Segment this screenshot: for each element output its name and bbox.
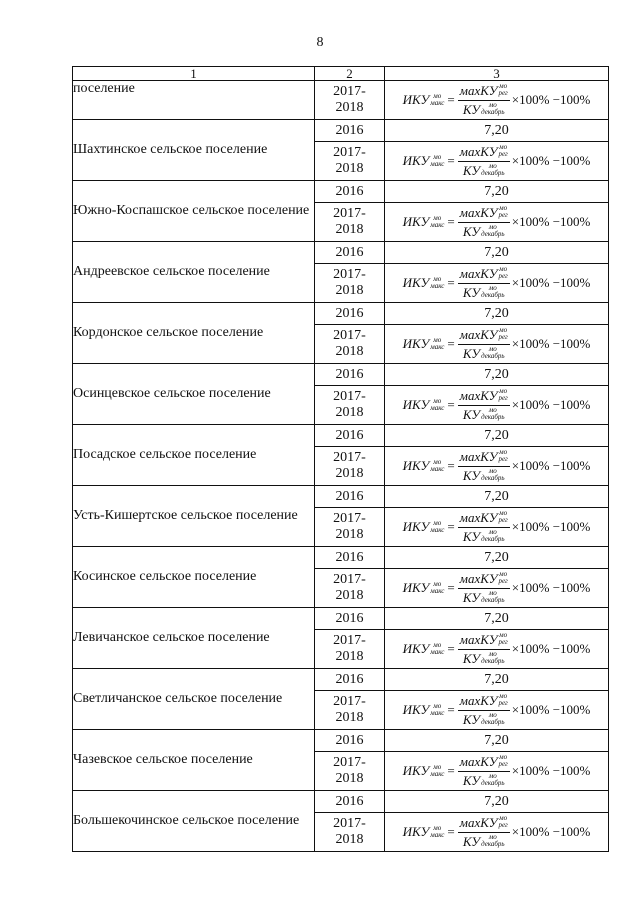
settlement-name: Косинское сельское поселение xyxy=(73,547,315,608)
table-header-row xyxy=(73,67,609,81)
value-cell: 7,20 xyxy=(385,120,609,142)
period-cell: 2017- 2018 xyxy=(315,630,385,669)
period-cell: 2017- 2018 xyxy=(315,569,385,608)
year-cell: 2016 xyxy=(315,791,385,813)
value-cell: 7,20 xyxy=(385,486,609,508)
value-cell: 7,20 xyxy=(385,608,609,630)
value-cell: 7,20 xyxy=(385,669,609,691)
formula-cell xyxy=(385,569,609,608)
formula-cell xyxy=(385,81,609,120)
formula-cell xyxy=(385,813,609,852)
settlement-name: Большекочинское сельское поселение xyxy=(73,791,315,852)
formula-cell xyxy=(385,752,609,791)
period-cell: 2017- 2018 xyxy=(315,813,385,852)
table-row xyxy=(73,364,609,386)
formula-cell xyxy=(385,447,609,486)
year-cell: 2016 xyxy=(315,669,385,691)
table-row xyxy=(73,120,609,142)
formula-cell xyxy=(385,325,609,364)
page-number: 8 xyxy=(316,35,324,50)
period-cell: 2017- 2018 xyxy=(315,508,385,547)
value-cell: 7,20 xyxy=(385,791,609,813)
year-cell: 2016 xyxy=(315,608,385,630)
settlement-name: Осинцевское сельское поселение xyxy=(73,364,315,425)
value-cell: 7,20 xyxy=(385,242,609,264)
formula-cell xyxy=(385,630,609,669)
table-row xyxy=(73,242,609,264)
table-row-continued xyxy=(73,81,609,120)
year-cell: 2016 xyxy=(315,425,385,447)
ikumax-formula: ИКУ мо макс = махКУ мо рег КУ мо декабрь ×100% −100% xyxy=(402,142,591,178)
year-cell: 2016 xyxy=(315,486,385,508)
formula-cell xyxy=(385,203,609,242)
period-cell: 2017- 2018 xyxy=(315,691,385,730)
formula-cell xyxy=(385,264,609,303)
table-row xyxy=(73,425,609,447)
value-cell: 7,20 xyxy=(385,547,609,569)
table-row xyxy=(73,486,609,508)
ikumax-formula: ИКУ мо макс = махКУ мо рег КУ мо декабрь ×100% −100% xyxy=(402,447,591,483)
ikumax-formula: ИКУ мо макс = махКУ мо рег КУ мо декабрь ×100% −100% xyxy=(402,752,591,788)
table-row xyxy=(73,730,609,752)
settlement-name: Левичанское сельское поселение xyxy=(73,608,315,669)
ikumax-formula: ИКУ мо макс = махКУ мо рег КУ мо декабрь ×100% −100% xyxy=(402,813,591,849)
ikumax-formula: ИКУ мо макс = махКУ мо рег КУ мо декабрь ×100% −100% xyxy=(402,325,591,361)
settlements-table xyxy=(72,66,609,852)
settlement-name: Кордонское сельское поселение xyxy=(73,303,315,364)
value-cell: 7,20 xyxy=(385,425,609,447)
year-cell: 2016 xyxy=(315,181,385,203)
ikumax-formula: ИКУ мо макс = махКУ мо рег КУ мо декабрь ×100% −100% xyxy=(402,203,591,239)
column-header-2: 2 xyxy=(315,67,385,81)
column-header-3: 3 xyxy=(385,67,609,81)
ikumax-formula: ИКУ мо макс = махКУ мо рег КУ мо декабрь ×100% −100% xyxy=(402,81,591,117)
settlement-name: поселение xyxy=(73,81,315,120)
table-row xyxy=(73,547,609,569)
period-cell: 2017- 2018 xyxy=(315,325,385,364)
settlement-name: Андреевское сельское поселение xyxy=(73,242,315,303)
table-row xyxy=(73,181,609,203)
settlement-name: Шахтинское сельское поселение xyxy=(73,120,315,181)
year-cell: 2016 xyxy=(315,120,385,142)
ikumax-formula: ИКУ мо макс = махКУ мо рег КУ мо декабрь ×100% −100% xyxy=(402,691,591,727)
ikumax-formula: ИКУ мо макс = махКУ мо рег КУ мо декабрь ×100% −100% xyxy=(402,508,591,544)
period-cell: 2017- 2018 xyxy=(315,386,385,425)
table-row xyxy=(73,608,609,630)
period-cell: 2017- 2018 xyxy=(315,447,385,486)
period-cell: 2017- 2018 xyxy=(315,264,385,303)
ikumax-formula: ИКУ мо макс = махКУ мо рег КУ мо декабрь ×100% −100% xyxy=(402,264,591,300)
formula-cell xyxy=(385,691,609,730)
ikumax-formula: ИКУ мо макс = махКУ мо рег КУ мо декабрь ×100% −100% xyxy=(402,386,591,422)
year-cell: 2016 xyxy=(315,303,385,325)
year-cell: 2016 xyxy=(315,730,385,752)
formula-cell xyxy=(385,386,609,425)
value-cell: 7,20 xyxy=(385,303,609,325)
ikumax-formula: ИКУ мо макс = махКУ мо рег КУ мо декабрь ×100% −100% xyxy=(402,630,591,666)
settlement-name: Чазевское сельское поселение xyxy=(73,730,315,791)
period-cell: 2017- 2018 xyxy=(315,203,385,242)
period-cell: 2017- 2018 xyxy=(315,81,385,120)
settlement-name: Южно-Коспашское сельское поселение xyxy=(73,181,315,242)
year-cell: 2016 xyxy=(315,364,385,386)
year-cell: 2016 xyxy=(315,547,385,569)
settlement-name: Посадское сельское поселение xyxy=(73,425,315,486)
formula-cell xyxy=(385,142,609,181)
settlement-name: Светличанское сельское поселение xyxy=(73,669,315,730)
formula-cell xyxy=(385,508,609,547)
period-cell: 2017- 2018 xyxy=(315,752,385,791)
period-cell: 2017- 2018 xyxy=(315,142,385,181)
value-cell: 7,20 xyxy=(385,364,609,386)
value-cell: 7,20 xyxy=(385,730,609,752)
table-row xyxy=(73,791,609,813)
column-header-1: 1 xyxy=(73,67,315,81)
year-cell: 2016 xyxy=(315,242,385,264)
value-cell: 7,20 xyxy=(385,181,609,203)
settlement-name: Усть-Кишертское сельское поселение xyxy=(73,486,315,547)
ikumax-formula: ИКУ мо макс = махКУ мо рег КУ мо декабрь ×100% −100% xyxy=(402,569,591,605)
table-row xyxy=(73,669,609,691)
table-row xyxy=(73,303,609,325)
